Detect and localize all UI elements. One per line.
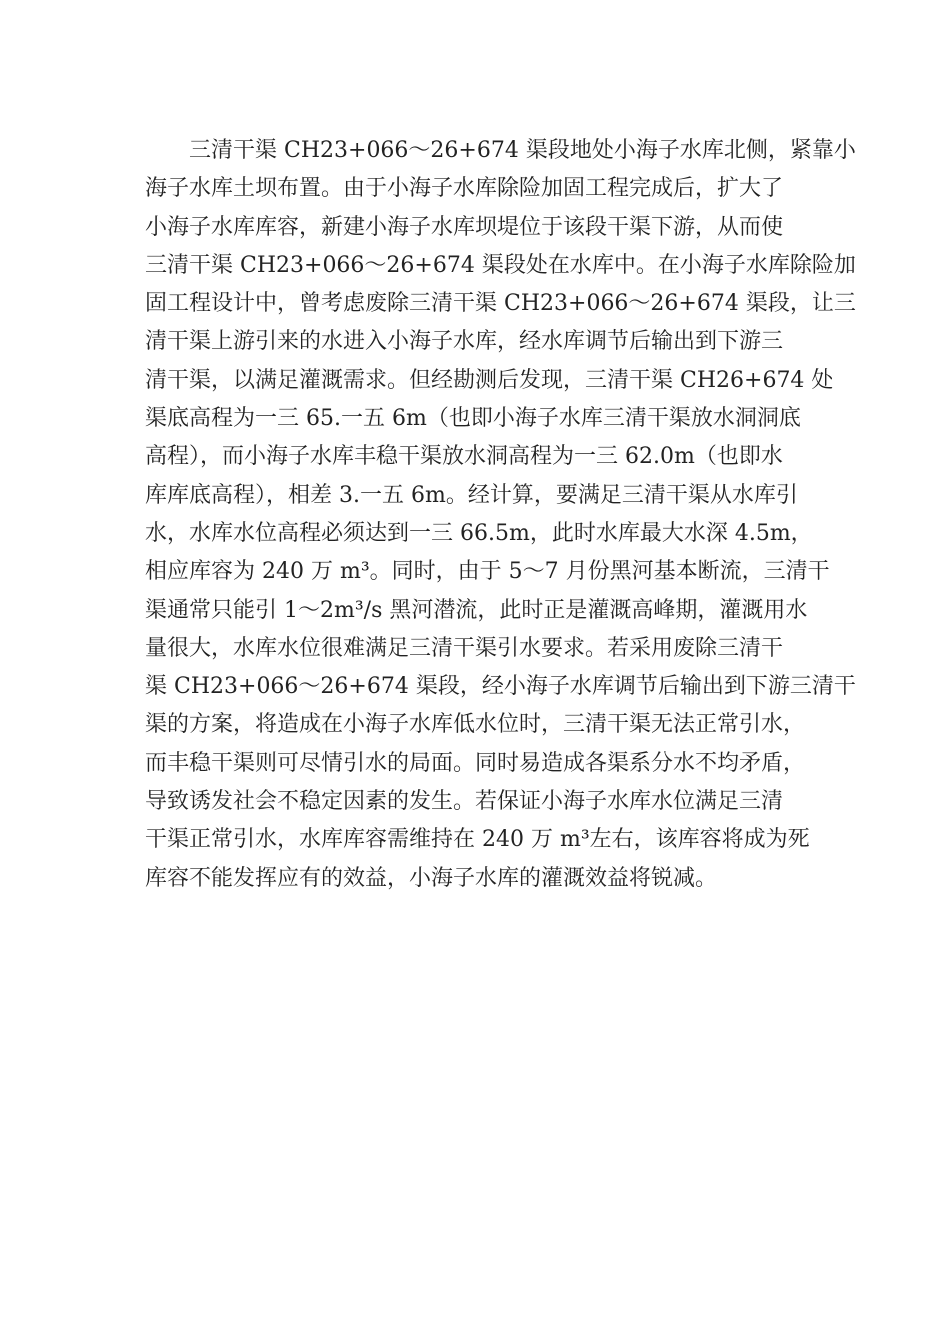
paragraph-line: 三清干渠 CH23+066～26+674 渠段地处小海子水库北侧，紧靠小 (189, 138, 856, 163)
paragraph-line: 库库底高程），相差 3.一五 6m。经计算，要满足三清干渠从水库引 (145, 482, 798, 508)
paragraph-line: 库容不能发挥应有的效益，小海子水库的灌溉效益将锐减。 (145, 865, 718, 891)
paragraph-line: 高程），而小海子水库丰稳干渠放水洞高程为一三 62.0m（也即水 (145, 444, 783, 470)
paragraph-line: 水，水库水位高程必须达到一三 66.5m，此时水库最大水深 4.5m， (145, 520, 813, 546)
paragraph-line: 小海子水库库容，新建小海子水库坝堤位于该段干渠下游，从而使 (145, 214, 784, 240)
paragraph-line: 导致诱发社会不稳定因素的发生。若保证小海子水库水位满足三清 (145, 789, 784, 815)
paragraph-line: 而丰稳干渠则可尽情引水的局面。同时易造成各渠系分水不均矛盾， (145, 750, 806, 776)
paragraph-line: 固工程设计中，曾考虑废除三清干渠 CH23+066～26+674 渠段，让三 (145, 291, 856, 317)
paragraph-line: 三清干渠 CH23+066～26+674 渠段处在水库中。在小海子水库除险加 (145, 252, 856, 278)
paragraph-line: 清干渠，以满足灌溉需求。但经勘测后发现，三清干渠 CH26+674 处 (145, 367, 834, 393)
paragraph-line: 量很大，水库水位很难满足三清干渠引水要求。若采用废除三清干 (145, 635, 784, 661)
paragraph-line: 渠的方案，将造成在小海子水库低水位时，三清干渠无法正常引水， (145, 712, 806, 738)
paragraph-line: 清干渠上游引来的水进入小海子水库，经水库调节后输出到下游三 (145, 329, 784, 355)
paragraph-line: 渠 CH23+066～26+674 渠段，经小海子水库调节后输出到下游三清干 (145, 674, 856, 700)
paragraph-line: 海子水库土坝布置。由于小海子水库除险加固工程完成后，扩大了 (145, 176, 784, 202)
paragraph-line: 干渠正常引水，水库库容需维持在 240 万 m³左右，该库容将成为死 (145, 827, 810, 853)
paragraph-line: 相应库容为 240 万 m³。同时，由于 5～7 月份黑河基本断流，三清干 (145, 559, 830, 585)
body-paragraph (145, 132, 856, 898)
paragraph-line: 渠底高程为一三 65.一五 6m（也即小海子水库三清干渠放水洞洞底 (145, 406, 801, 432)
paragraph-line: 渠通常只能引 1～2m³/s 黑河潜流，此时正是灌溉高峰期，灌溉用水 (145, 597, 808, 623)
